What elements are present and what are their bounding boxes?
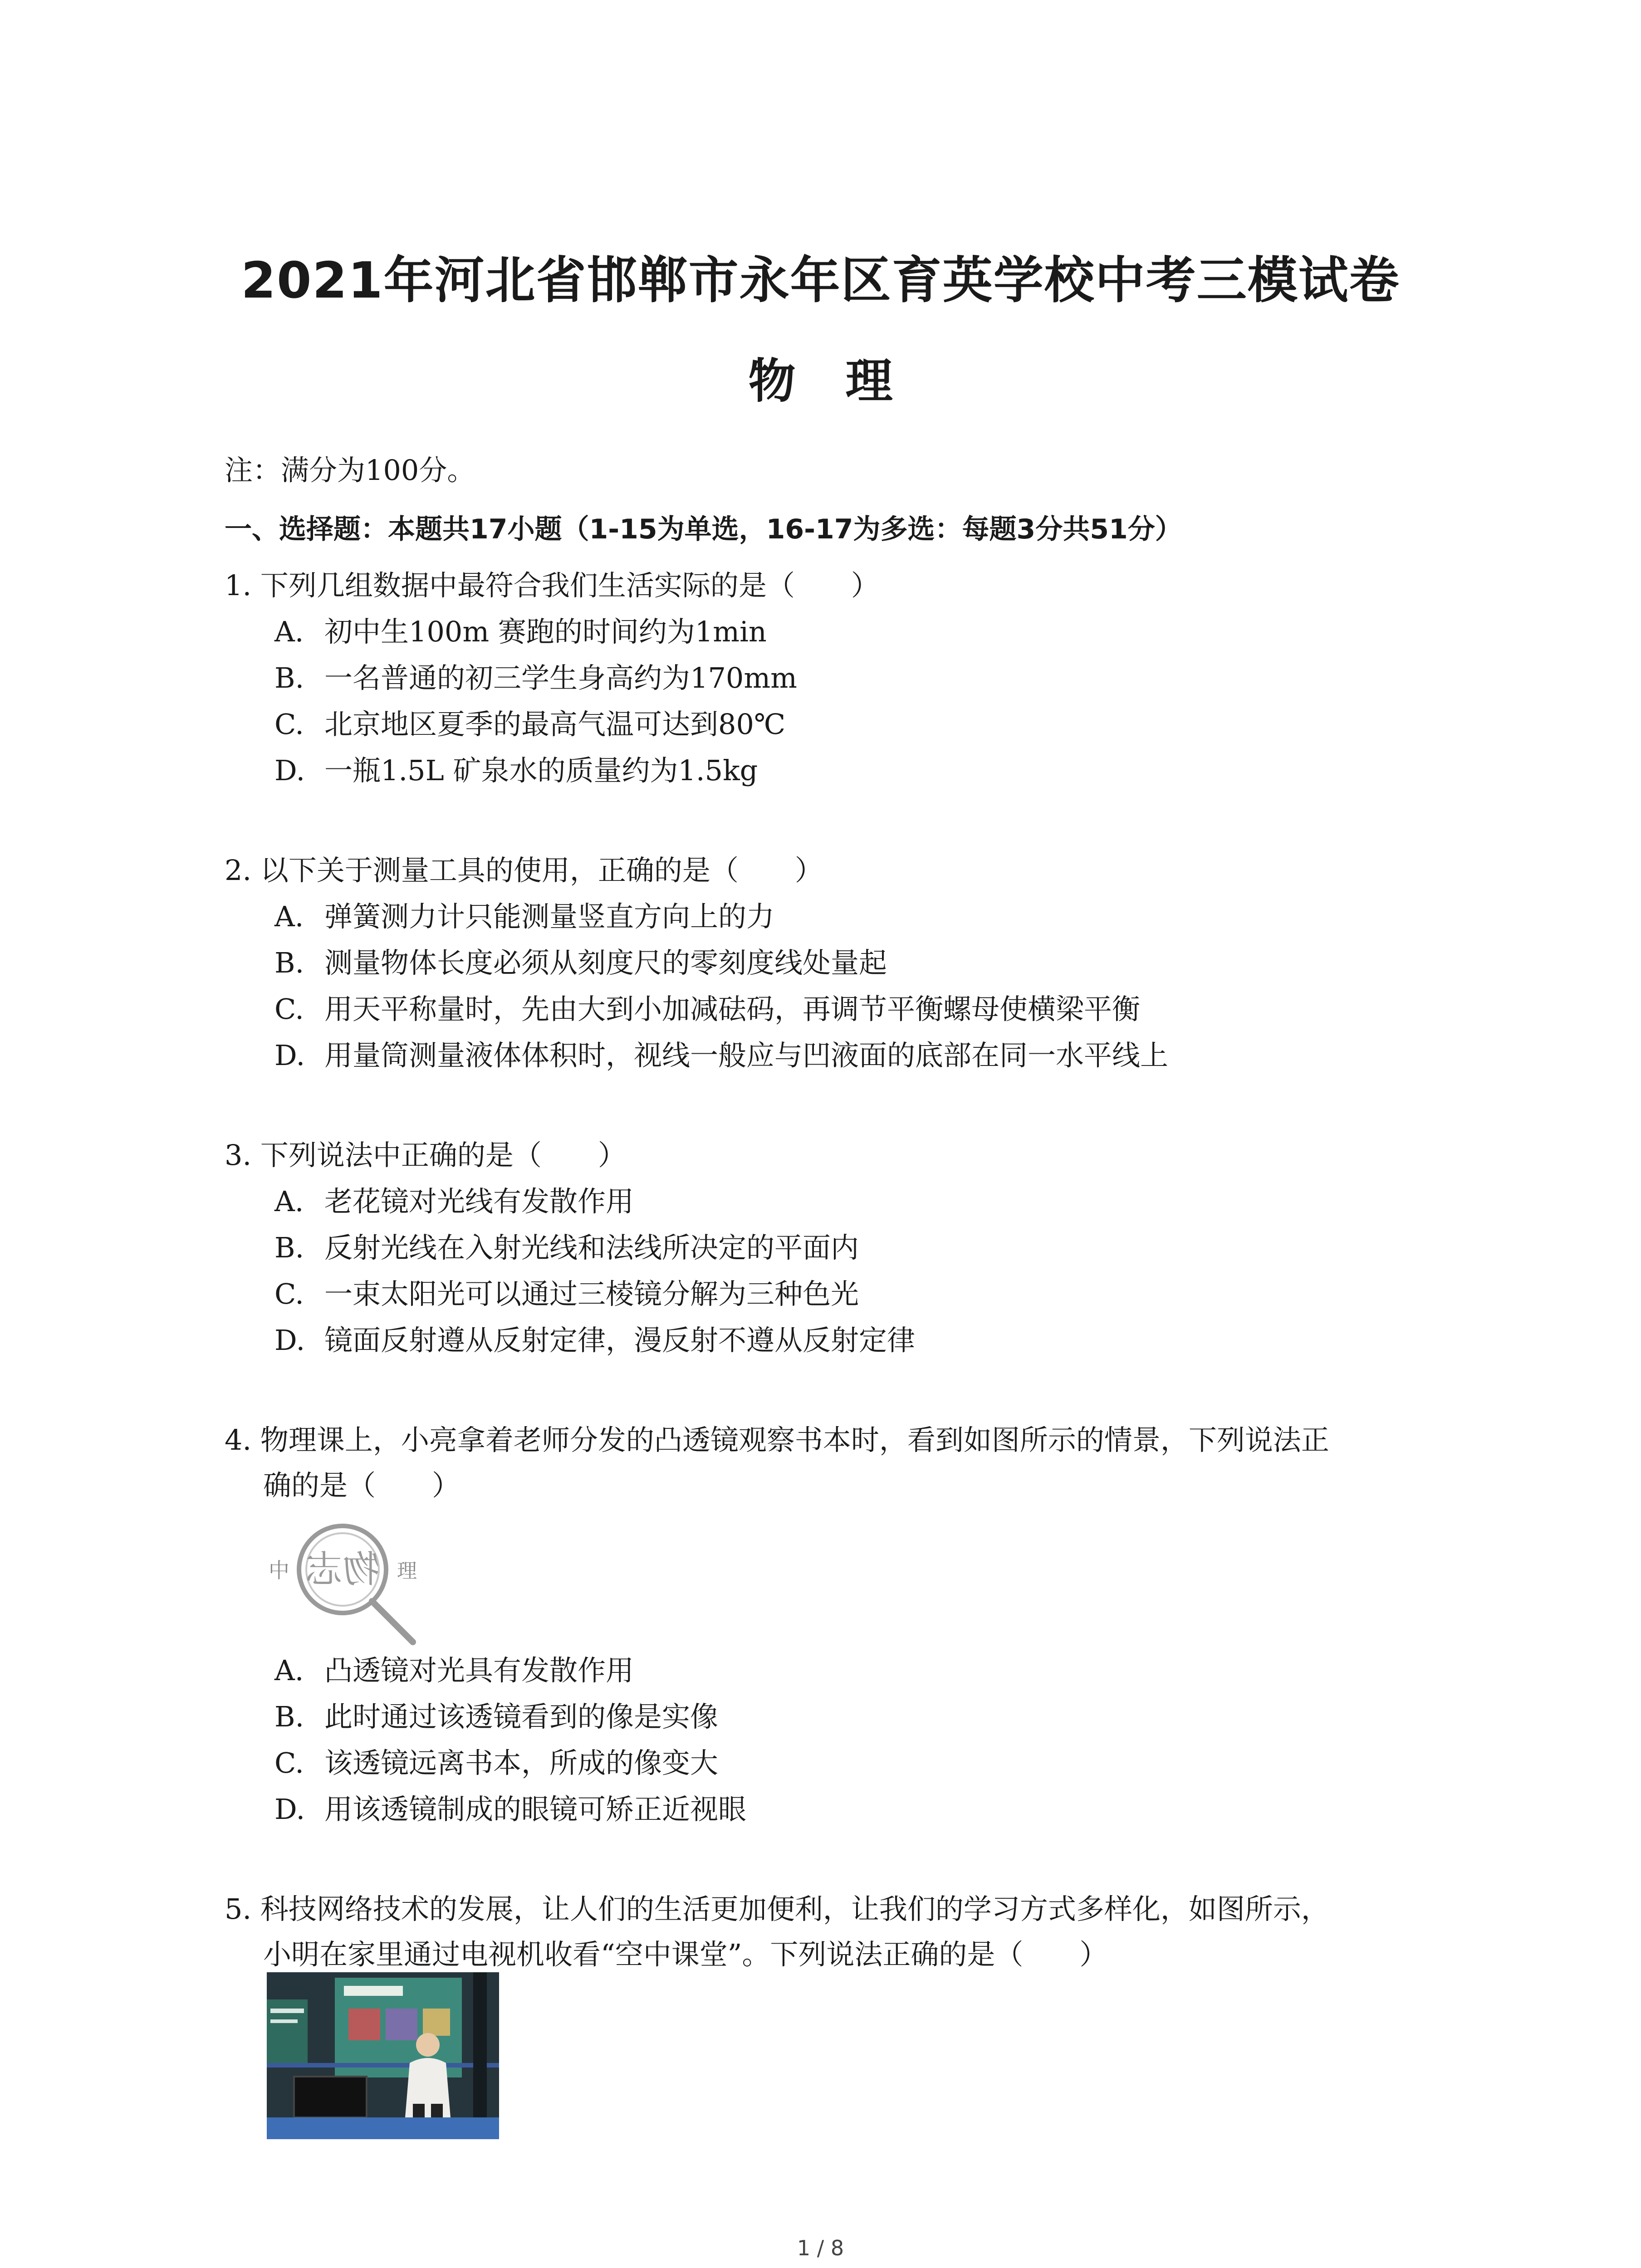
option-text: 测量物体长度必须从刻度尺的零刻度线处量起: [324, 946, 887, 979]
screen-heading-bar: [344, 1986, 403, 1996]
question-3-option-c: [274, 1275, 859, 1314]
question-3-option-b: [274, 1228, 859, 1267]
screen-picture: [348, 2009, 380, 2040]
option-letter: A.: [274, 1654, 304, 1687]
exam-subject: 物理: [748, 353, 943, 409]
question-4-stem-continued: 确的是（ ）: [263, 1469, 460, 1502]
option-letter: A.: [274, 1185, 304, 1218]
option-letter: C.: [274, 1746, 304, 1779]
question-2-option-d: [274, 1036, 1168, 1075]
option-text: 用量筒测量液体体积时，视线一般应与凹液面的底部在同一水平线上: [324, 1039, 1169, 1072]
option-text: 初中生100m 赛跑的时间约为1min: [324, 615, 767, 648]
board-strip: [270, 2019, 298, 2023]
option-letter: B.: [274, 946, 304, 979]
screen-picture: [386, 2009, 417, 2040]
option-text: 弹簧测力计只能测量竖直方向上的力: [324, 900, 775, 933]
option-text: 北京地区夏季的最高气温可达到80℃: [324, 708, 786, 741]
magnifier-handle: [372, 1601, 413, 1642]
option-text: 镜面反射遵从反射定律，漫反射不遵从反射定律: [324, 1324, 916, 1357]
camera-pole: [473, 1972, 487, 2139]
option-text: 一束太阳光可以通过三棱镜分解为三种色光: [324, 1277, 859, 1310]
figure-left-char: 中: [269, 1558, 289, 1583]
option-text: 此时通过该透镜看到的像是实像: [324, 1700, 719, 1733]
question-4-stem: 4. 物理课上，小亮拿着老师分发的凸透镜观察书本时，看到如图所示的情景，下列说法正: [225, 1423, 1329, 1457]
figure-right-char: 理: [397, 1559, 417, 1583]
option-text: 一瓶1.5L 矿泉水的质量约为1.5kg: [324, 754, 758, 787]
floor: [267, 2117, 499, 2139]
question-2-option-b: [274, 943, 887, 982]
question-1-option-d: [274, 751, 758, 790]
figure-lens-chars: 物志: [305, 1548, 380, 1591]
question-5-stem: 5. 科技网络技术的发展，让人们的生活更加便利，让我们的学习方式多样化，如图所示，: [225, 1892, 1329, 1926]
monitor: [294, 2077, 367, 2117]
question-1-option-a: [274, 612, 767, 651]
option-text: 反射光线在入射光线和法线所决定的平面内: [324, 1231, 859, 1264]
option-letter: A.: [274, 900, 304, 933]
option-letter: C.: [274, 708, 304, 741]
exam-title: 2021年河北省邯郸市永年区育英学校中考三模试卷: [241, 251, 1400, 309]
question-5-stem-continued: 小明在家里通过电视机收看“空中课堂”。下列说法正确的是（ ）: [263, 1938, 1108, 1971]
option-text: 一名普通的初三学生身高约为170mm: [324, 661, 797, 694]
score-note: 注：满分为100分。: [225, 454, 475, 487]
question-1-option-c: [274, 705, 785, 744]
stage-edge: [267, 2063, 499, 2068]
question-4-option-d: [274, 1790, 746, 1829]
option-letter: C.: [274, 992, 304, 1026]
option-letter: D.: [274, 1324, 305, 1357]
teacher-head: [416, 2033, 440, 2057]
teacher-body: [405, 2058, 451, 2117]
option-letter: B.: [274, 661, 304, 694]
question-4-option-a: [274, 1651, 634, 1690]
question-4-option-c: [274, 1744, 718, 1783]
option-text: 用该透镜制成的眼镜可矫正近视眼: [324, 1793, 747, 1826]
option-letter: B.: [274, 1231, 304, 1264]
option-letter: D.: [274, 1039, 305, 1072]
tv-classroom-photo: [267, 1972, 499, 2139]
question-1-option-b: [274, 659, 797, 698]
board-strip: [270, 2009, 304, 2013]
question-3-option-a: [274, 1182, 634, 1221]
option-letter: B.: [274, 1700, 304, 1733]
option-text: 该透镜远离书本，所成的像变大: [324, 1746, 719, 1779]
question-4-option-b: [274, 1697, 718, 1736]
option-letter: C.: [274, 1277, 304, 1310]
option-text: 凸透镜对光具有发散作用: [324, 1654, 634, 1687]
option-text: 用天平称量时，先由大到小加减砝码，再调节平衡螺母使横梁平衡: [324, 992, 1141, 1026]
question-3-option-d: [274, 1321, 915, 1360]
question-2-option-c: [274, 990, 1140, 1029]
question-2-stem: 2. 以下关于测量工具的使用，正确的是（ ）: [225, 854, 823, 887]
option-letter: D.: [274, 754, 305, 787]
question-3-stem: 3. 下列说法中正确的是（ ）: [225, 1139, 626, 1172]
option-letter: A.: [274, 615, 304, 648]
section-heading: 一、选择题：本题共17小题（1-15为单选，16-17为多选：每题3分共51分）: [225, 513, 1182, 545]
screen-picture: [423, 2009, 450, 2036]
page-number: 1 / 8: [797, 2236, 844, 2260]
option-text: 老花镜对光线有发散作用: [324, 1185, 634, 1218]
option-letter: D.: [274, 1793, 305, 1826]
question-1-stem: 1. 下列几组数据中最符合我们生活实际的是（ ）: [225, 569, 879, 602]
question-2-option-a: [274, 897, 774, 936]
magnifier-figure: [268, 1510, 431, 1647]
